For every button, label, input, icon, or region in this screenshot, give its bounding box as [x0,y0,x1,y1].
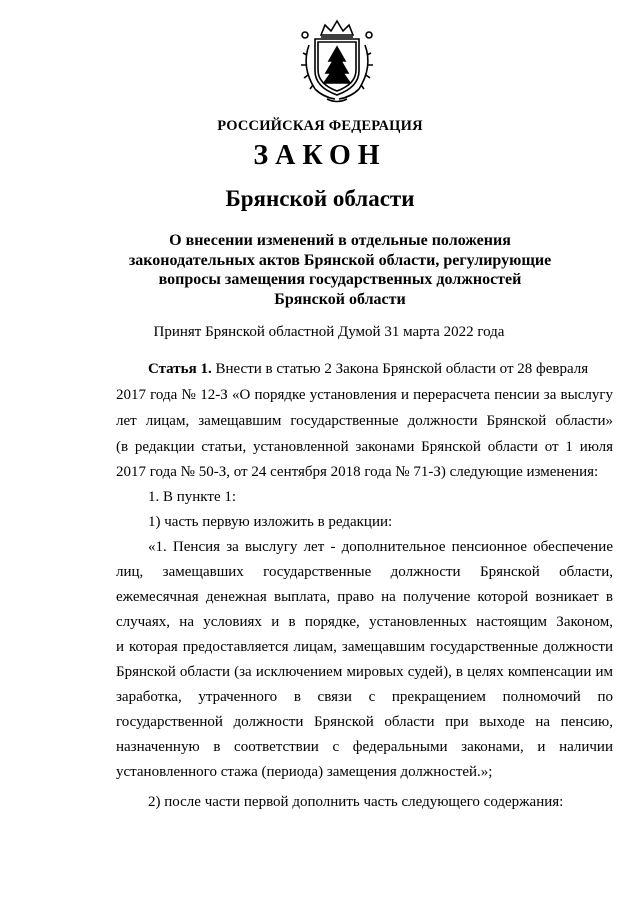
quoted-text-line: государственной должности Брянской области при выходе на пенсию, [116,714,613,730]
article-text-line: (в редакции статьи, установленной законами Брянской области от 1 июля [116,439,613,455]
quoted-text-line: заработка, утраченного в связи с прекращением полномочий по [116,689,613,705]
country-heading: РОССИЙСКАЯ ФЕДЕРАЦИЯ [217,118,423,134]
quoted-text-line: «1. Пенсия за выслугу лет - дополнительное пенсионное обеспечение [148,539,613,555]
article-text-line: 2017 года № 50-З, от 24 сентября 2018 года № 71-З) следующие изменения: [116,464,599,480]
quoted-text-line: и которая предоставляется лицам, замещавшим государственные должности [116,639,613,655]
subclause-line: 2) после части первой дополнить часть следующего содержания: [148,794,564,810]
article-label: Статья 1. [148,361,212,377]
law-title-line: вопросы замещения государственных должностей [158,271,522,288]
region-heading: Брянской области [225,186,415,211]
document-type-heading: ЗАКОН [253,140,387,171]
subclause-line: 1) часть первую изложить в редакции: [148,514,393,530]
bryansk-coat-of-arms-emblem [291,15,383,107]
adoption-note: Принят Брянской областной Думой 31 марта 2022 года [153,324,505,340]
quoted-text-line: лиц, замещавших государственные должности Брянской области, [116,564,613,580]
law-title-line: Брянской области [274,290,406,308]
article-first-line [116,359,613,379]
law-title-line: законодательных актов Брянской области, регулирующие [128,251,552,269]
article-text-line: лет лицам, замещавшим государственные должности Брянской области» [116,413,613,429]
quoted-text-line: назначенную в соответствии с федеральными законами, и наличии [116,739,613,755]
law-title-line: О внесении изменений в отдельные положения [169,232,511,249]
article-text-line: 2017 года № 12-З «О порядке установления и перерасчета пенсии за выслугу [116,387,613,403]
quoted-text-line: Брянской области (за исключением мировых судей), в целях компенсации им [116,664,613,680]
quoted-text-line: случаях, на условиях и в порядке, установленных настоящим Законом, [116,614,613,630]
quoted-text-line: установленного стажа (периода) замещения должностей.»; [116,764,493,780]
quoted-text-line: ежемесячная денежная выплата, право на получение которой возникает в [116,589,613,605]
law-title [90,231,590,309]
article-text: Внести в статью 2 Закона Брянской области от 28 февраля [211,361,589,377]
clause-heading: 1. В пункте 1: [148,489,237,505]
